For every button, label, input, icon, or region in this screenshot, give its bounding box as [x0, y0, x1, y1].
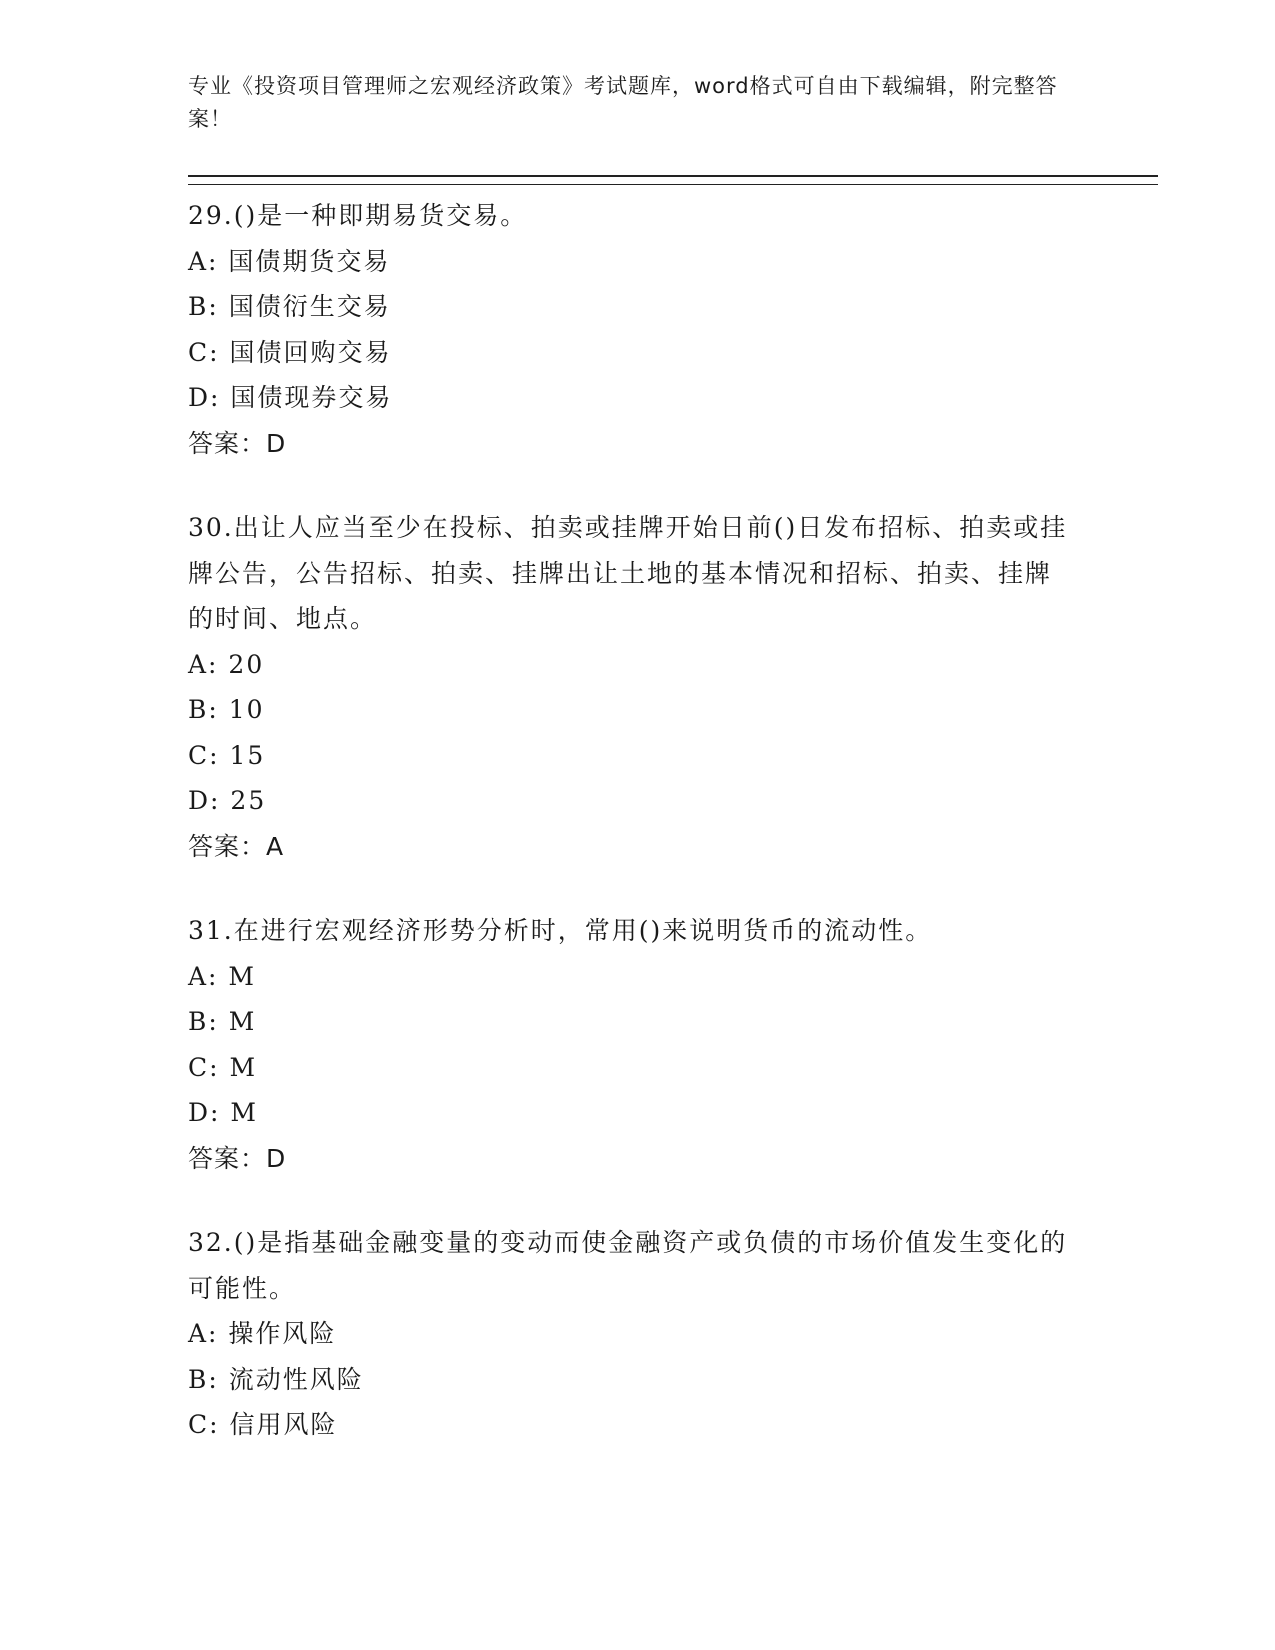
question-29	[188, 193, 1158, 466]
question-stem: 32.()是指基础金融变量的变动而使金融资产或负债的市场价值发生变化的可能性。	[188, 1228, 1068, 1303]
question-30	[188, 505, 1158, 869]
answer: 答案：D	[188, 1143, 287, 1173]
option-a: A: 国债期货交易	[188, 246, 391, 276]
option-b: B: M	[188, 1007, 257, 1036]
question-32	[188, 1220, 1158, 1448]
answer: 答案：A	[188, 831, 285, 861]
option-c: C: 15	[188, 740, 266, 770]
option-a: A: M	[188, 961, 257, 991]
option-d: D: 国债现券交易	[188, 383, 393, 412]
question-list	[188, 193, 1158, 1448]
option-b: B: 流动性风险	[188, 1364, 364, 1394]
question-stem: 29.()是一种即期易货交易。	[188, 201, 528, 230]
header-divider	[188, 175, 1158, 185]
option-d: D: M	[188, 1098, 259, 1127]
option-c: C: M	[188, 1052, 258, 1082]
answer: 答案：D	[188, 428, 287, 458]
option-b: B: 10	[188, 695, 265, 724]
option-a: A: 操作风险	[188, 1319, 337, 1348]
option-d: D: 25	[188, 786, 267, 815]
option-b: B: 国债衍生交易	[188, 292, 391, 321]
question-stem: 30.出让人应当至少在投标、拍卖或挂牌开始日前()日发布招标、拍卖或挂牌公告，公告招标、拍卖、挂牌出让土地的基本情况和招标、拍卖、挂牌的时间、地点。	[188, 513, 1068, 633]
option-c: C: 国债回购交易	[188, 337, 392, 367]
question-31	[188, 908, 1158, 1181]
document-header: 专业《投资项目管理师之宏观经济政策》考试题库，word格式可自由下载编辑，附完整答案！	[188, 74, 1058, 131]
option-c: C: 信用风险	[188, 1410, 338, 1439]
option-a: A: 20	[188, 649, 265, 679]
question-stem: 31.在进行宏观经济形势分析时，常用()来说明货币的流动性。	[188, 916, 933, 945]
document-page	[188, 70, 1158, 1487]
